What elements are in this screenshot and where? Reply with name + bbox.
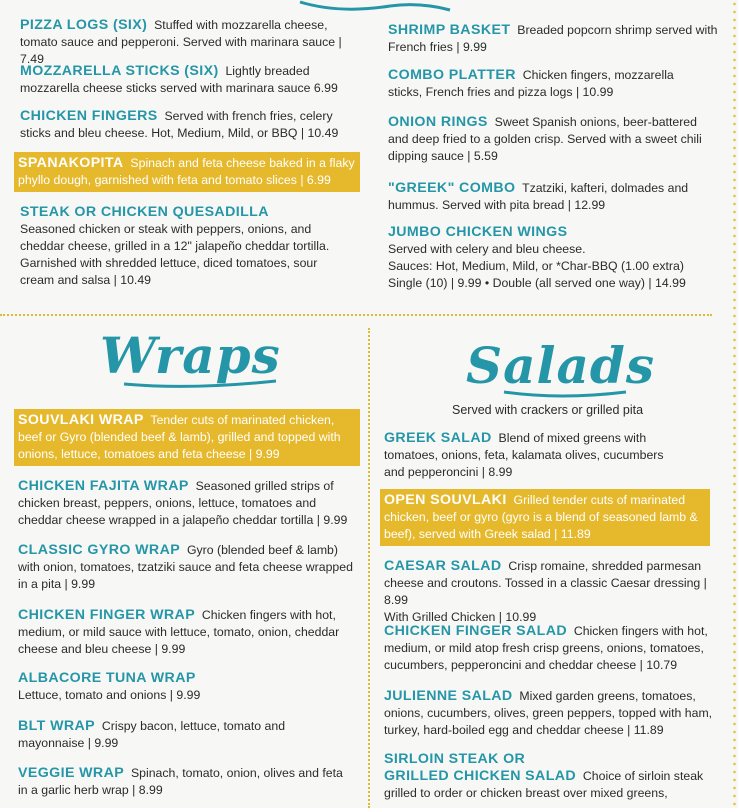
menu-item-shrimp-basket [388, 22, 718, 56]
item-name: SPANAKOPITA [18, 155, 124, 171]
menu-item-fajita-wrap [18, 478, 358, 529]
item-name: COMBO PLATTER [388, 67, 516, 83]
item-desc: Tzatziki, kafteri, dolmades and hummus. Served with pita bread | 12.99 [388, 181, 689, 212]
item-desc-add-chicken: With Grilled Chicken | 10.99 [384, 610, 537, 624]
item-name: VEGGIE WRAP [18, 765, 125, 781]
item-desc: Seasoned grilled strips of chicken breast, peppers, onions, lettuce, tomatoes and cheddar cheese wrapped in a jalapeño cheddar tortilla | 9.99 [18, 479, 348, 527]
menu-item-onion-rings [388, 114, 718, 165]
item-desc-sauces: Sauces: Hot, Medium, Mild, or *Char-BBQ (1.00 extra) [388, 259, 684, 273]
item-desc: Chicken fingers with hot, medium, or mild atop fresh crisp greens, onions, tomatoes, cucumbers, pepperoncini and cheddar cheese | 10.79 [384, 624, 708, 672]
item-desc: Spinach, tomato, onion, olives and feta in a garlic herb wrap | 8.99 [18, 766, 343, 797]
item-name: CLASSIC GYRO WRAP [18, 542, 181, 558]
salads-title-swash [500, 388, 630, 400]
menu-item-tuna-wrap [18, 670, 348, 704]
column-divider [368, 328, 370, 808]
menu-item-sirloin-salad [384, 751, 714, 802]
item-name: "GREEK" COMBO [388, 180, 516, 196]
menu-item-combo-platter [388, 67, 708, 101]
item-desc: Lightly breaded mozzarella cheese sticks served with marinara sauce 6.99 [20, 64, 338, 95]
item-desc: Lettuce, tomato and onions | 9.99 [18, 688, 201, 702]
item-desc: Spinach and feta cheese baked in a flaky phyllo dough, garnished with feta and tomato slices | 6.99 [18, 156, 355, 187]
item-desc: Breaded popcorn shrimp served with French fries | 9.99 [388, 23, 718, 54]
menu-item-souvlaki-wrap [14, 409, 360, 466]
item-name: SHRIMP BASKET [388, 22, 511, 38]
salads-title: Salads [466, 336, 656, 395]
item-name: JULIENNE SALAD [384, 688, 513, 704]
item-desc: Stuffed with mozzarella cheese, tomato sauce and pepperoni. Served with marinara sauce | 7.49 [20, 18, 342, 66]
item-name: BLT WRAP [18, 718, 96, 734]
item-name: SIRLOIN STEAK OR [384, 751, 526, 767]
item-desc: Crisp romaine, shredded parmesan cheese and croutons. Tossed in a classic Caesar dressing | 8.99 [384, 559, 707, 607]
item-name: SOUVLAKI WRAP [18, 412, 144, 428]
item-name: CHICKEN FINGERS [20, 108, 158, 124]
item-desc: Choice of sirloin steak grilled to order or chicken breast over mixed greens, [384, 769, 704, 800]
menu-item-spanakopita [14, 152, 360, 192]
wraps-title: Wraps [100, 326, 281, 385]
item-name: PIZZA LOGS (SIX) [20, 17, 148, 33]
item-name: GREEK SALAD [384, 430, 492, 446]
item-name-line2: GRILLED CHICKEN SALAD [384, 768, 577, 784]
menu-item-gyro-wrap [18, 542, 354, 593]
menu-item-quesadilla [20, 204, 352, 289]
menu-item-chicken-finger-wrap [18, 607, 348, 658]
menu-item-chicken-fingers [20, 108, 360, 142]
menu-item-chicken-finger-salad [384, 623, 714, 674]
menu-item-greek-combo [388, 180, 708, 214]
item-name: OPEN SOUVLAKI [384, 492, 507, 508]
item-name: MOZZARELLA STICKS (SIX) [20, 63, 219, 79]
section-divider [0, 314, 712, 316]
menu-item-mozzarella-sticks [20, 63, 362, 97]
item-name: CAESAR SALAD [384, 558, 502, 574]
menu-item-open-souvlaki [380, 489, 710, 546]
right-dotted-border [733, 0, 736, 808]
item-name: CHICKEN FINGER WRAP [18, 607, 196, 623]
item-name: CHICKEN FINGER SALAD [384, 623, 567, 639]
item-name: ALBACORE TUNA WRAP [18, 670, 196, 686]
item-desc: Seasoned chicken or steak with peppers, onions, and cheddar cheese, grilled in a 12" jalapeño cheddar tortilla. Garnished with shredded lettuce, diced tomatoes, sour cream and salsa | 10.49 [20, 222, 330, 287]
item-desc: Mixed garden greens, tomatoes, onions, cucumbers, olives, green peppers, topped with ham, turkey, hard-boiled egg and cheddar cheese | 11.89 [384, 689, 713, 737]
menu-item-julienne-salad [384, 688, 714, 739]
item-desc: Served with french fries, celery sticks and bleu cheese. Hot, Medium, Mild, or BBQ | 10.49 [20, 109, 339, 140]
item-desc-sizes: Single (10) | 9.99 • Double (all served one way) | 14.99 [388, 276, 686, 290]
item-name: ONION RINGS [388, 114, 488, 130]
item-desc: Chicken fingers, mozzarella sticks, French fries and pizza logs | 10.99 [388, 68, 674, 99]
salads-subtitle: Served with crackers or grilled pita [452, 403, 644, 417]
wraps-title-swash [120, 378, 280, 390]
item-name: STEAK OR CHICKEN QUESADILLA [20, 204, 269, 220]
menu-item-greek-salad [384, 430, 684, 481]
menu-item-veggie-wrap [18, 765, 348, 799]
item-desc: Grilled tender cuts of marinated chicken, beef or gyro (gyro is a blend of seasoned lamb & beef), served with Greek salad | 11.89 [384, 493, 698, 541]
item-desc: Served with celery and bleu cheese. [388, 242, 586, 256]
item-desc: Crispy bacon, lettuce, tomato and mayonnaise | 9.99 [18, 719, 286, 750]
appetizers-heading-fragment [280, 0, 460, 14]
item-name: CHICKEN FAJITA WRAP [18, 478, 189, 494]
menu-item-caesar-salad [384, 558, 714, 626]
item-desc: Tender cuts of marinated chicken, beef or Gyro (blended beef & lamb), grilled and topped with onions, lettuce, tomatoes and feta cheese | 9.99 [18, 413, 341, 461]
item-desc: Gyro (blended beef & lamb) with onion, tomatoes, tzatziki sauce and feta cheese wrapped in a pita | 9.99 [18, 543, 353, 591]
item-desc: Blend of mixed greens with tomatoes, onions, feta, kalamata olives, cucumbers and pepperoncini | 8.99 [384, 431, 664, 479]
menu-item-pizza-logs [20, 17, 360, 68]
menu-item-chicken-wings [388, 224, 718, 292]
item-desc: Sweet Spanish onions, beer-battered and deep fried to a golden crisp. Served with a sweet chili dipping sauce | 5.59 [388, 115, 702, 163]
item-name: JUMBO CHICKEN WINGS [388, 224, 568, 240]
menu-item-blt-wrap [18, 718, 288, 752]
item-desc: Chicken fingers with hot, medium, or mild sauce with lettuce, tomato, onion, cheddar cheese and bleu cheese | 9.99 [18, 608, 340, 656]
